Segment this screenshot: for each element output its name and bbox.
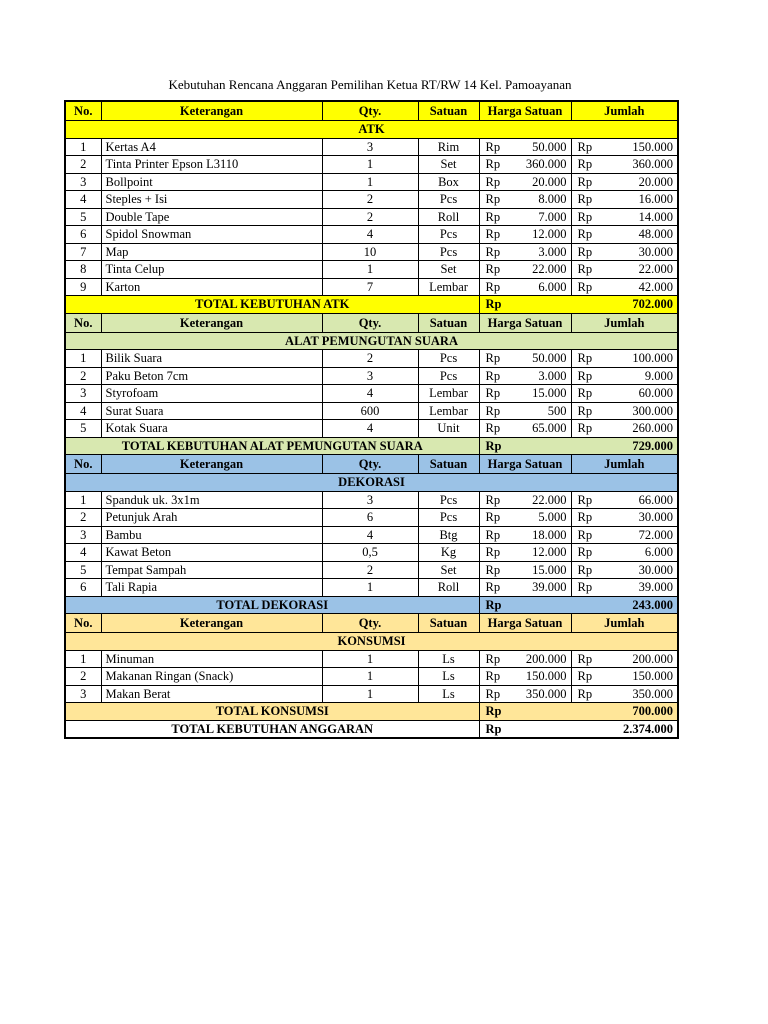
item-harga-satuan: 22.000 — [496, 261, 571, 279]
item-no: 1 — [65, 138, 101, 156]
item-harga-currency: Rp — [479, 156, 496, 174]
table-header-row — [65, 455, 678, 474]
section-total-currency: Rp — [479, 437, 571, 455]
item-no: 2 — [65, 367, 101, 385]
item-no: 5 — [65, 420, 101, 438]
item-harga-satuan: 20.000 — [496, 173, 571, 191]
item-no: 1 — [65, 650, 101, 668]
item-keterangan: Double Tape — [101, 208, 322, 226]
item-no: 5 — [65, 208, 101, 226]
item-harga-satuan: 50.000 — [496, 350, 571, 368]
item-jumlah-currency: Rp — [571, 278, 586, 296]
table-row — [65, 650, 678, 668]
item-keterangan: Tempat Sampah — [101, 561, 322, 579]
table-header-row — [65, 614, 678, 633]
item-satuan: Set — [418, 561, 479, 579]
item-jumlah-currency: Rp — [571, 367, 586, 385]
header-keterangan: Keterangan — [101, 313, 322, 332]
item-harga-currency: Rp — [479, 350, 496, 368]
item-no: 3 — [65, 685, 101, 703]
item-harga-currency: Rp — [479, 561, 496, 579]
item-harga-currency: Rp — [479, 526, 496, 544]
item-no: 5 — [65, 561, 101, 579]
item-harga-satuan: 50.000 — [496, 138, 571, 156]
item-jumlah-currency: Rp — [571, 685, 586, 703]
item-jumlah-currency: Rp — [571, 420, 586, 438]
item-jumlah: 39.000 — [586, 579, 678, 597]
grand-total-value: 2.374.000 — [571, 720, 678, 738]
item-satuan: Pcs — [418, 350, 479, 368]
table-row — [65, 278, 678, 296]
item-keterangan: Spidol Snowman — [101, 226, 322, 244]
header-harga-satuan: Harga Satuan — [479, 614, 571, 633]
item-harga-satuan: 150.000 — [496, 668, 571, 686]
section-title-row — [65, 121, 678, 139]
item-jumlah-currency: Rp — [571, 544, 586, 562]
header-jumlah: Jumlah — [571, 313, 678, 332]
item-keterangan: Bollpoint — [101, 173, 322, 191]
table-row — [65, 402, 678, 420]
item-jumlah-currency: Rp — [571, 156, 586, 174]
item-no: 2 — [65, 156, 101, 174]
item-harga-satuan: 22.000 — [496, 491, 571, 509]
item-jumlah-currency: Rp — [571, 402, 586, 420]
section-title: DEKORASI — [65, 474, 678, 492]
item-harga-satuan: 360.000 — [496, 156, 571, 174]
table-row — [65, 261, 678, 279]
item-harga-currency: Rp — [479, 208, 496, 226]
item-jumlah: 30.000 — [586, 561, 678, 579]
item-qty: 1 — [322, 579, 418, 597]
item-qty: 4 — [322, 420, 418, 438]
header-qty: Qty. — [322, 455, 418, 474]
item-jumlah: 42.000 — [586, 278, 678, 296]
item-qty: 1 — [322, 173, 418, 191]
item-jumlah-currency: Rp — [571, 243, 586, 261]
item-satuan: Pcs — [418, 509, 479, 527]
item-jumlah: 9.000 — [586, 367, 678, 385]
item-jumlah-currency: Rp — [571, 350, 586, 368]
header-satuan: Satuan — [418, 313, 479, 332]
header-keterangan: Keterangan — [101, 101, 322, 121]
header-no: No. — [65, 101, 101, 121]
section-title-row — [65, 633, 678, 651]
item-keterangan: Styrofoam — [101, 385, 322, 403]
table-row — [65, 491, 678, 509]
item-harga-satuan: 200.000 — [496, 650, 571, 668]
section-total-row — [65, 296, 678, 314]
section-total-value: 729.000 — [571, 437, 678, 455]
section-total-row — [65, 596, 678, 614]
item-qty: 1 — [322, 261, 418, 279]
item-satuan: Pcs — [418, 243, 479, 261]
item-qty: 600 — [322, 402, 418, 420]
header-keterangan: Keterangan — [101, 455, 322, 474]
item-jumlah: 200.000 — [586, 650, 678, 668]
item-jumlah: 60.000 — [586, 385, 678, 403]
header-qty: Qty. — [322, 313, 418, 332]
item-jumlah-currency: Rp — [571, 208, 586, 226]
item-jumlah: 100.000 — [586, 350, 678, 368]
item-harga-currency: Rp — [479, 385, 496, 403]
item-jumlah-currency: Rp — [571, 191, 586, 209]
section-total-value: 702.000 — [571, 296, 678, 314]
item-keterangan: Karton — [101, 278, 322, 296]
item-no: 6 — [65, 226, 101, 244]
item-keterangan: Kotak Suara — [101, 420, 322, 438]
table-header-row — [65, 313, 678, 332]
item-jumlah-currency: Rp — [571, 138, 586, 156]
item-jumlah-currency: Rp — [571, 561, 586, 579]
budget-table — [64, 100, 679, 739]
item-qty: 3 — [322, 367, 418, 385]
item-harga-currency: Rp — [479, 491, 496, 509]
item-jumlah: 30.000 — [586, 509, 678, 527]
item-jumlah-currency: Rp — [571, 226, 586, 244]
item-satuan: Pcs — [418, 491, 479, 509]
item-qty: 2 — [322, 561, 418, 579]
header-qty: Qty. — [322, 614, 418, 633]
item-harga-satuan: 15.000 — [496, 561, 571, 579]
header-satuan: Satuan — [418, 455, 479, 474]
item-jumlah: 14.000 — [586, 208, 678, 226]
item-satuan: Kg — [418, 544, 479, 562]
table-row — [65, 191, 678, 209]
header-jumlah: Jumlah — [571, 101, 678, 121]
item-satuan: Pcs — [418, 226, 479, 244]
table-row — [65, 579, 678, 597]
item-harga-satuan: 3.000 — [496, 367, 571, 385]
item-harga-currency: Rp — [479, 668, 496, 686]
header-no: No. — [65, 455, 101, 474]
item-jumlah: 16.000 — [586, 191, 678, 209]
item-harga-currency: Rp — [479, 544, 496, 562]
table-row — [65, 138, 678, 156]
item-satuan: Pcs — [418, 367, 479, 385]
item-satuan: Roll — [418, 579, 479, 597]
item-jumlah: 360.000 — [586, 156, 678, 174]
section-total-currency: Rp — [479, 596, 571, 614]
item-jumlah-currency: Rp — [571, 579, 586, 597]
item-satuan: Set — [418, 261, 479, 279]
item-jumlah: 150.000 — [586, 668, 678, 686]
item-harga-satuan: 3.000 — [496, 243, 571, 261]
header-qty: Qty. — [322, 101, 418, 121]
item-keterangan: Steples + Isi — [101, 191, 322, 209]
item-satuan: Set — [418, 156, 479, 174]
header-harga-satuan: Harga Satuan — [479, 455, 571, 474]
item-harga-currency: Rp — [479, 420, 496, 438]
item-no: 4 — [65, 402, 101, 420]
item-jumlah-currency: Rp — [571, 526, 586, 544]
item-jumlah: 22.000 — [586, 261, 678, 279]
table-row — [65, 544, 678, 562]
header-harga-satuan: Harga Satuan — [479, 101, 571, 121]
item-qty: 1 — [322, 685, 418, 703]
grand-total-label: TOTAL KEBUTUHAN ANGGARAN — [65, 720, 479, 738]
item-jumlah: 260.000 — [586, 420, 678, 438]
item-keterangan: Tinta Celup — [101, 261, 322, 279]
table-row — [65, 561, 678, 579]
item-no: 1 — [65, 350, 101, 368]
item-harga-satuan: 15.000 — [496, 385, 571, 403]
item-keterangan: Paku Beton 7cm — [101, 367, 322, 385]
item-keterangan: Kertas A4 — [101, 138, 322, 156]
item-jumlah: 20.000 — [586, 173, 678, 191]
grand-total-row — [65, 720, 678, 738]
item-satuan: Btg — [418, 526, 479, 544]
item-satuan: Ls — [418, 650, 479, 668]
item-harga-currency: Rp — [479, 261, 496, 279]
section-title-row — [65, 474, 678, 492]
table-row — [65, 420, 678, 438]
table-row — [65, 685, 678, 703]
item-satuan: Ls — [418, 685, 479, 703]
section-total-value: 700.000 — [571, 703, 678, 721]
item-no: 4 — [65, 191, 101, 209]
item-keterangan: Surat Suara — [101, 402, 322, 420]
item-keterangan: Map — [101, 243, 322, 261]
item-jumlah-currency: Rp — [571, 650, 586, 668]
item-no: 1 — [65, 491, 101, 509]
header-no: No. — [65, 313, 101, 332]
budget-table-body — [65, 101, 678, 738]
item-satuan: Ls — [418, 668, 479, 686]
item-harga-satuan: 65.000 — [496, 420, 571, 438]
table-row — [65, 350, 678, 368]
item-harga-satuan: 18.000 — [496, 526, 571, 544]
item-satuan: Lembar — [418, 402, 479, 420]
table-row — [65, 367, 678, 385]
table-row — [65, 208, 678, 226]
item-harga-currency: Rp — [479, 243, 496, 261]
section-total-label: TOTAL KEBUTUHAN ATK — [65, 296, 479, 314]
item-harga-currency: Rp — [479, 367, 496, 385]
item-keterangan: Bilik Suara — [101, 350, 322, 368]
section-total-currency: Rp — [479, 703, 571, 721]
section-total-row — [65, 437, 678, 455]
item-qty: 3 — [322, 491, 418, 509]
section-total-value: 243.000 — [571, 596, 678, 614]
item-qty: 1 — [322, 156, 418, 174]
section-total-label: TOTAL KONSUMSI — [65, 703, 479, 721]
table-row — [65, 243, 678, 261]
item-no: 3 — [65, 173, 101, 191]
table-row — [65, 385, 678, 403]
item-satuan: Unit — [418, 420, 479, 438]
item-jumlah-currency: Rp — [571, 491, 586, 509]
section-title: ALAT PEMUNGUTAN SUARA — [65, 332, 678, 350]
item-harga-currency: Rp — [479, 579, 496, 597]
item-qty: 2 — [322, 208, 418, 226]
item-harga-currency: Rp — [479, 509, 496, 527]
item-jumlah: 350.000 — [586, 685, 678, 703]
header-no: No. — [65, 614, 101, 633]
item-keterangan: Makanan Ringan (Snack) — [101, 668, 322, 686]
item-qty: 4 — [322, 226, 418, 244]
section-total-currency: Rp — [479, 296, 571, 314]
item-jumlah: 300.000 — [586, 402, 678, 420]
item-no: 2 — [65, 509, 101, 527]
item-keterangan: Petunjuk Arah — [101, 509, 322, 527]
item-no: 9 — [65, 278, 101, 296]
item-jumlah-currency: Rp — [571, 385, 586, 403]
item-keterangan: Spanduk uk. 3x1m — [101, 491, 322, 509]
item-keterangan: Makan Berat — [101, 685, 322, 703]
item-harga-satuan: 12.000 — [496, 226, 571, 244]
item-harga-satuan: 12.000 — [496, 544, 571, 562]
item-jumlah: 6.000 — [586, 544, 678, 562]
item-qty: 7 — [322, 278, 418, 296]
header-satuan: Satuan — [418, 614, 479, 633]
item-jumlah-currency: Rp — [571, 173, 586, 191]
item-satuan: Lembar — [418, 385, 479, 403]
item-harga-satuan: 39.000 — [496, 579, 571, 597]
table-row — [65, 173, 678, 191]
item-keterangan: Tinta Printer Epson L3110 — [101, 156, 322, 174]
item-satuan: Lembar — [418, 278, 479, 296]
item-harga-satuan: 350.000 — [496, 685, 571, 703]
item-qty: 10 — [322, 243, 418, 261]
table-row — [65, 156, 678, 174]
item-harga-currency: Rp — [479, 650, 496, 668]
header-jumlah: Jumlah — [571, 614, 678, 633]
header-harga-satuan: Harga Satuan — [479, 313, 571, 332]
item-qty: 2 — [322, 350, 418, 368]
header-keterangan: Keterangan — [101, 614, 322, 633]
item-harga-currency: Rp — [479, 191, 496, 209]
table-row — [65, 668, 678, 686]
item-no: 3 — [65, 526, 101, 544]
item-harga-currency: Rp — [479, 138, 496, 156]
item-jumlah-currency: Rp — [571, 261, 586, 279]
item-no: 6 — [65, 579, 101, 597]
item-qty: 1 — [322, 650, 418, 668]
section-total-row — [65, 703, 678, 721]
section-title-row — [65, 332, 678, 350]
item-harga-currency: Rp — [479, 685, 496, 703]
item-satuan: Roll — [418, 208, 479, 226]
item-keterangan: Minuman — [101, 650, 322, 668]
item-qty: 6 — [322, 509, 418, 527]
item-jumlah-currency: Rp — [571, 509, 586, 527]
section-total-label: TOTAL KEBUTUHAN ALAT PEMUNGUTAN SUARA — [65, 437, 479, 455]
header-jumlah: Jumlah — [571, 455, 678, 474]
item-no: 7 — [65, 243, 101, 261]
item-qty: 4 — [322, 526, 418, 544]
item-jumlah: 48.000 — [586, 226, 678, 244]
item-harga-satuan: 8.000 — [496, 191, 571, 209]
item-jumlah: 72.000 — [586, 526, 678, 544]
item-qty: 2 — [322, 191, 418, 209]
section-title: ATK — [65, 121, 678, 139]
item-satuan: Box — [418, 173, 479, 191]
item-harga-satuan: 6.000 — [496, 278, 571, 296]
item-no: 4 — [65, 544, 101, 562]
item-qty: 1 — [322, 668, 418, 686]
table-row — [65, 509, 678, 527]
item-keterangan: Bambu — [101, 526, 322, 544]
item-harga-currency: Rp — [479, 278, 496, 296]
table-row — [65, 226, 678, 244]
item-qty: 4 — [322, 385, 418, 403]
item-keterangan: Tali Rapia — [101, 579, 322, 597]
item-no: 3 — [65, 385, 101, 403]
item-satuan: Pcs — [418, 191, 479, 209]
table-header-row — [65, 101, 678, 121]
section-title: KONSUMSI — [65, 633, 678, 651]
item-harga-satuan: 500 — [496, 402, 571, 420]
table-row — [65, 526, 678, 544]
item-harga-currency: Rp — [479, 173, 496, 191]
item-jumlah: 150.000 — [586, 138, 678, 156]
item-no: 2 — [65, 668, 101, 686]
item-qty: 3 — [322, 138, 418, 156]
item-harga-currency: Rp — [479, 402, 496, 420]
item-harga-satuan: 7.000 — [496, 208, 571, 226]
item-qty: 0,5 — [322, 544, 418, 562]
item-jumlah: 66.000 — [586, 491, 678, 509]
item-keterangan: Kawat Beton — [101, 544, 322, 562]
grand-total-currency: Rp — [479, 720, 571, 738]
item-no: 8 — [65, 261, 101, 279]
header-satuan: Satuan — [418, 101, 479, 121]
item-satuan: Rim — [418, 138, 479, 156]
item-harga-satuan: 5.000 — [496, 509, 571, 527]
item-jumlah: 30.000 — [586, 243, 678, 261]
section-total-label: TOTAL DEKORASI — [65, 596, 479, 614]
item-jumlah-currency: Rp — [571, 668, 586, 686]
document-title: Kebutuhan Rencana Anggaran Pemilihan Ketua RT/RW 14 Kel. Pamoayanan — [168, 77, 572, 92]
item-harga-currency: Rp — [479, 226, 496, 244]
